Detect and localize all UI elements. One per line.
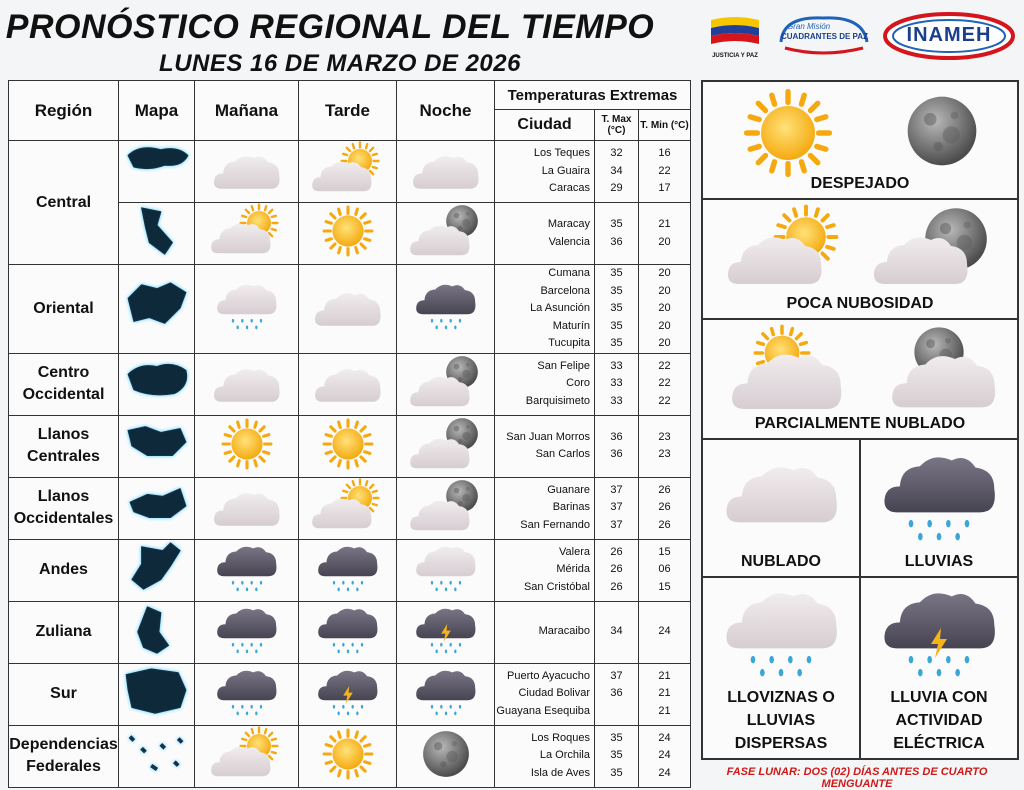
moon-phase-note: FASE LUNAR: DOS (02) DÍAS ANTES DE CUARTO MENGUANTE — [726, 766, 988, 790]
tmin-value: 24 — [658, 625, 671, 638]
tmin-value: 15 — [658, 545, 671, 558]
forecast-tarde-cell — [299, 265, 397, 354]
city-name: San Carlos — [535, 448, 590, 460]
cities-cell — [495, 725, 595, 787]
partly-cloudy-night-icon — [408, 354, 484, 410]
legend-lloviznas — [702, 577, 860, 759]
tmin-value: 20 — [658, 319, 671, 332]
gran-mision-text-1: Gran Misión — [787, 22, 831, 31]
region-map-icon — [121, 355, 193, 409]
table-row — [9, 477, 691, 539]
legend-despejado-label: DESPEJADO — [810, 175, 910, 192]
tmin-value: 22 — [658, 394, 671, 407]
region-map-cell — [119, 725, 195, 787]
tmax-value: 35 — [610, 218, 623, 230]
tmin-value: 24 — [658, 731, 671, 744]
drizzle-icon — [209, 278, 285, 334]
storm-icon — [408, 602, 484, 658]
region-map-icon — [121, 279, 193, 333]
rain-icon — [891, 654, 987, 682]
region-map-cell — [119, 203, 195, 265]
forecast-manana-cell — [195, 539, 299, 601]
region-name-line-2: Occidental — [22, 386, 105, 403]
tmax-cell — [595, 663, 639, 725]
cities-cell — [495, 353, 595, 415]
tmin-value: 20 — [658, 284, 671, 297]
tmax-value: 35 — [610, 337, 623, 349]
city-name: La Orchila — [539, 749, 590, 762]
region-name: Central — [35, 193, 92, 211]
cloud-icon — [723, 458, 841, 530]
legend-poca-nubosidad-label: POCA NUBOSIDAD — [786, 295, 934, 312]
forecast-noche-cell — [397, 601, 495, 663]
tmin-value: 21 — [658, 669, 671, 682]
rain-icon — [209, 540, 285, 596]
cloudy-icon — [209, 141, 285, 197]
tmax-value: 35 — [610, 319, 623, 332]
region-name: Oriental — [33, 299, 94, 317]
table-row — [9, 141, 691, 203]
forecast-tarde-cell — [299, 353, 397, 415]
city-name: Coro — [566, 377, 590, 390]
justicia-logo-text: JUSTICIA Y PAZ — [712, 53, 758, 59]
legend-despejado — [702, 81, 1018, 199]
tmax-value: 26 — [610, 580, 623, 593]
tmax-cell — [595, 725, 639, 787]
legend-lloviznas-label-2: LLUVIAS — [746, 712, 816, 729]
moon-icon — [903, 92, 981, 170]
legend-parcialmente-nublado — [702, 319, 1018, 439]
sun-icon — [310, 416, 386, 472]
tmin-value: 26 — [658, 518, 671, 531]
region-name: Sur — [50, 685, 77, 702]
forecast-noche-cell — [397, 203, 495, 265]
header-mapa: Mapa — [119, 81, 195, 141]
tmax-cell — [595, 353, 639, 415]
city-name: La Guaira — [541, 164, 590, 177]
moon-icon — [408, 726, 484, 782]
legend-electrica-label-3: ELÉCTRICA — [893, 735, 985, 752]
cities-cell — [495, 663, 595, 725]
tmax-value: 34 — [610, 625, 623, 638]
gran-mision-text-2: CUADRANTES DE PAZ — [781, 32, 868, 41]
forecast-manana-cell — [195, 663, 299, 725]
tmax-cell — [595, 141, 639, 203]
forecast-noche-cell — [397, 477, 495, 539]
partly-cloudy-night-icon — [408, 416, 484, 472]
header-tmin: T. Min (°C) — [639, 110, 691, 141]
forecast-tarde-cell — [299, 663, 397, 725]
forecast-manana-cell — [195, 415, 299, 477]
page-title: PRONÓSTICO REGIONAL DEL TIEMPO — [5, 8, 655, 46]
rain-icon — [209, 602, 285, 658]
inameh-text: INAMEH — [906, 24, 992, 46]
tmin-value: 20 — [658, 337, 671, 349]
region-name-cell — [9, 265, 119, 354]
partly-cloudy-day-icon — [310, 141, 386, 197]
tmax-value: 33 — [610, 377, 623, 390]
tmin-value: 20 — [658, 302, 671, 314]
forecast-noche-cell — [397, 539, 495, 601]
header-manana: Mañana — [195, 81, 299, 141]
partly-cloudy-night-icon — [408, 203, 484, 259]
tmax-value: 32 — [610, 147, 623, 160]
cities-cell — [495, 601, 595, 663]
legend-electrica-label-1: LLUVIA CON — [890, 689, 988, 706]
legend-electrica-label-2: ACTIVIDAD — [895, 712, 983, 729]
table-row — [9, 415, 691, 477]
rain-icon — [891, 518, 987, 546]
city-name: San Cristóbal — [523, 580, 590, 593]
city-name: San Felipe — [537, 359, 590, 372]
cities-cell — [495, 539, 595, 601]
city-name: Ciudad Bolivar — [518, 687, 590, 700]
cloud-icon — [871, 230, 971, 290]
region-name-cell — [9, 725, 119, 787]
region-map-cell — [119, 265, 195, 354]
header-temperaturas: Temperaturas Extremas — [495, 81, 691, 110]
region-map-icon — [121, 541, 193, 595]
tmax-value: 35 — [610, 267, 623, 279]
forecast-noche-cell — [397, 353, 495, 415]
header-region: Región — [9, 81, 119, 141]
rain-icon — [733, 654, 829, 682]
logos — [705, 6, 1020, 68]
region-name-cell — [9, 663, 119, 725]
region-name-cell — [9, 415, 119, 477]
partly-cloudy-day-icon — [310, 478, 386, 534]
tmin-value: 23 — [658, 448, 671, 460]
table-row — [9, 353, 691, 415]
region-name-cell — [9, 539, 119, 601]
city-name: Puerto Ayacucho — [507, 669, 590, 682]
header-tarde: Tarde — [299, 81, 397, 141]
tmin-cell — [639, 265, 691, 354]
tmax-value: 37 — [610, 501, 623, 514]
sun-icon — [310, 726, 386, 782]
rain-icon — [408, 278, 484, 334]
tmax-value: 33 — [610, 394, 623, 407]
cloudy-icon — [408, 141, 484, 197]
region-map-cell — [119, 415, 195, 477]
rain-icon — [310, 540, 386, 596]
forecast-manana-cell — [195, 265, 299, 354]
tmin-cell — [639, 539, 691, 601]
legend-lloviznas-label-1: LLOVIZNAS O — [727, 689, 835, 706]
table-row — [9, 663, 691, 725]
region-map-cell — [119, 663, 195, 725]
tmax-cell — [595, 477, 639, 539]
legend-poca-nubosidad — [702, 199, 1018, 319]
storm-icon — [310, 664, 386, 720]
tmin-value: 21 — [658, 704, 671, 717]
cloudy-icon — [310, 278, 386, 334]
city-name: Barinas — [552, 501, 590, 514]
region-map-icon — [121, 727, 193, 781]
tmin-value: 26 — [658, 483, 671, 496]
legend-lluvias — [860, 439, 1018, 577]
forecast-noche-cell — [397, 141, 495, 203]
cloud-icon — [723, 584, 841, 656]
cities-cell — [495, 477, 595, 539]
city-name: San Juan Morros — [506, 430, 590, 443]
tmax-cell — [595, 203, 639, 265]
tmin-value: 20 — [658, 267, 671, 279]
cloud-icon — [885, 348, 1003, 414]
cloudy-icon — [209, 478, 285, 534]
partly-cloudy-day-icon — [209, 726, 285, 782]
tmax-value: 36 — [610, 235, 623, 248]
table-row — [9, 265, 691, 354]
region-name: Andes — [39, 561, 88, 578]
tmax-cell — [595, 265, 639, 354]
region-map-cell — [119, 353, 195, 415]
city-name: Los Roques — [531, 731, 590, 744]
region-map-icon — [121, 417, 193, 471]
tmax-value: 35 — [610, 731, 623, 744]
tmax-value: 37 — [610, 518, 623, 531]
table-row — [9, 601, 691, 663]
legend-parcialmente-nublado-label: PARCIALMENTE NUBLADO — [754, 415, 966, 432]
cloud-icon — [725, 230, 825, 290]
legend-actividad-electrica — [860, 577, 1018, 759]
cities-cell — [495, 203, 595, 265]
tmin-value: 22 — [658, 359, 671, 372]
region-map-cell — [119, 539, 195, 601]
tmin-value: 22 — [658, 164, 671, 177]
gran-mision-logo — [773, 12, 873, 58]
city-name: La Asunción — [530, 302, 590, 314]
city-name: Valera — [559, 545, 590, 558]
tmin-value: 26 — [658, 501, 671, 514]
region-map-cell — [119, 141, 195, 203]
tmin-cell — [639, 601, 691, 663]
forecast-tarde-cell — [299, 141, 397, 203]
city-name: Isla de Aves — [530, 766, 590, 779]
region-map-icon — [121, 665, 193, 719]
legend-panel — [701, 80, 1019, 760]
header-tmax: T. Max (°C) — [595, 110, 639, 141]
forecast-noche-cell — [397, 725, 495, 787]
tmin-cell — [639, 663, 691, 725]
region-name-line-2: Occidentales — [13, 510, 114, 527]
justicia-logo — [709, 14, 761, 59]
tmax-value: 29 — [610, 182, 623, 195]
rain-icon — [209, 664, 285, 720]
cloudy-icon — [209, 354, 285, 410]
region-map-cell — [119, 601, 195, 663]
tmin-value: 23 — [658, 430, 671, 443]
partly-cloudy-day-icon — [209, 203, 285, 259]
tmin-cell — [639, 725, 691, 787]
tmin-value: 24 — [658, 766, 671, 779]
table-row — [9, 725, 691, 787]
tmax-value: 37 — [610, 669, 623, 682]
tmin-value: 06 — [658, 563, 671, 576]
region-name: Centro — [37, 364, 90, 381]
forecast-manana-cell — [195, 353, 299, 415]
legend-nublado — [702, 439, 860, 577]
forecast-manana-cell — [195, 477, 299, 539]
tmin-value: 24 — [658, 749, 671, 762]
tmax-value: 26 — [610, 545, 623, 558]
tmin-cell — [639, 203, 691, 265]
legend-lloviznas-label-3: DISPERSAS — [734, 735, 828, 752]
city-name: Barcelona — [540, 284, 590, 297]
sun-icon — [743, 88, 833, 178]
forecast-tarde-cell — [299, 477, 397, 539]
tmax-cell — [595, 601, 639, 663]
tmin-cell — [639, 141, 691, 203]
rain-icon — [408, 664, 484, 720]
region-name: Llanos — [37, 488, 90, 505]
tmax-value: 26 — [610, 563, 623, 576]
city-name: Los Teques — [533, 147, 590, 160]
tmin-value: 21 — [658, 687, 671, 700]
tmin-cell — [639, 477, 691, 539]
tmin-value: 20 — [658, 235, 671, 248]
inameh-logo — [881, 10, 1017, 62]
city-name: Maturín — [552, 319, 590, 332]
tmax-value — [595, 703, 638, 721]
city-name: Tucupita — [548, 337, 590, 349]
tmin-value: 21 — [658, 218, 671, 230]
city-name: Caracas — [549, 182, 590, 195]
tmax-value: 35 — [610, 766, 623, 779]
dark-cloud-icon — [881, 448, 999, 520]
cloud-icon — [723, 346, 851, 416]
tmax-value: 37 — [610, 483, 623, 496]
cloudy-icon — [310, 354, 386, 410]
partly-cloudy-night-icon — [408, 478, 484, 534]
forecast-date: LUNES 16 DE MARZO DE 2026 — [159, 50, 521, 77]
region-name: Dependencias — [9, 736, 118, 753]
forecast-manana-cell — [195, 141, 299, 203]
drizzle-icon — [408, 540, 484, 596]
tmin-value: 17 — [658, 182, 671, 195]
region-name-line-2: Federales — [26, 758, 101, 775]
city-name: Guanare — [547, 483, 590, 496]
tmax-value: 34 — [610, 164, 623, 177]
tmin-value: 15 — [658, 580, 671, 593]
forecast-tarde-cell — [299, 539, 397, 601]
region-map-icon — [121, 603, 193, 657]
tmax-cell — [595, 539, 639, 601]
tmax-value: 36 — [610, 448, 623, 460]
forecast-manana-cell — [195, 725, 299, 787]
region-name-cell — [9, 601, 119, 663]
forecast-tarde-cell — [299, 415, 397, 477]
sun-icon — [310, 203, 386, 259]
tmax-value: 35 — [610, 284, 623, 297]
city-name: Cumana — [548, 267, 590, 279]
tmin-cell — [639, 415, 691, 477]
tmin-cell — [639, 353, 691, 415]
rain-icon — [310, 602, 386, 658]
city-name: San Fernando — [520, 518, 590, 531]
forecast-tarde-cell — [299, 203, 397, 265]
forecast-noche-cell — [397, 265, 495, 354]
tmax-value: 36 — [610, 430, 623, 443]
flag-icon — [709, 14, 761, 48]
tmax-cell — [595, 415, 639, 477]
city-name: Maracaibo — [538, 625, 590, 638]
legend-lluvias-label: LLUVIAS — [904, 553, 974, 570]
forecast-manana-cell — [195, 203, 299, 265]
city-name: Mérida — [556, 563, 590, 576]
tmax-value: 33 — [610, 359, 623, 372]
table-row — [9, 539, 691, 601]
forecast-noche-cell — [397, 415, 495, 477]
cities-cell — [495, 265, 595, 354]
region-map-icon — [121, 204, 193, 258]
region-name-cell — [9, 477, 119, 539]
city-name: Barquisimeto — [525, 394, 590, 407]
region-name-cell — [9, 353, 119, 415]
tmax-value: 35 — [610, 749, 623, 762]
forecast-noche-cell — [397, 663, 495, 725]
region-name: Llanos — [37, 426, 90, 443]
city-name: Guayana Esequiba — [496, 704, 590, 717]
cities-cell — [495, 141, 595, 203]
legend-nublado-label: NUBLADO — [741, 553, 821, 570]
city-name: Valencia — [548, 235, 590, 248]
tmax-value: 35 — [610, 302, 623, 314]
city-name: Maracay — [547, 218, 590, 230]
header-ciudad: Ciudad — [495, 110, 595, 141]
header-noche: Noche — [397, 81, 495, 141]
region-name-line-2: Centrales — [27, 448, 100, 465]
cities-cell — [495, 415, 595, 477]
forecast-table — [8, 80, 691, 788]
forecast-tarde-cell — [299, 601, 397, 663]
forecast-tarde-cell — [299, 725, 397, 787]
tmax-value: 36 — [610, 687, 623, 700]
region-map-cell — [119, 477, 195, 539]
region-name-cell — [9, 141, 119, 265]
tmin-value: 16 — [658, 147, 671, 160]
region-map-icon — [121, 142, 193, 196]
region-map-icon — [121, 479, 193, 533]
tmin-value: 22 — [658, 377, 671, 390]
region-name: Zuliana — [35, 623, 92, 640]
sun-icon — [209, 416, 285, 472]
forecast-manana-cell — [195, 601, 299, 663]
